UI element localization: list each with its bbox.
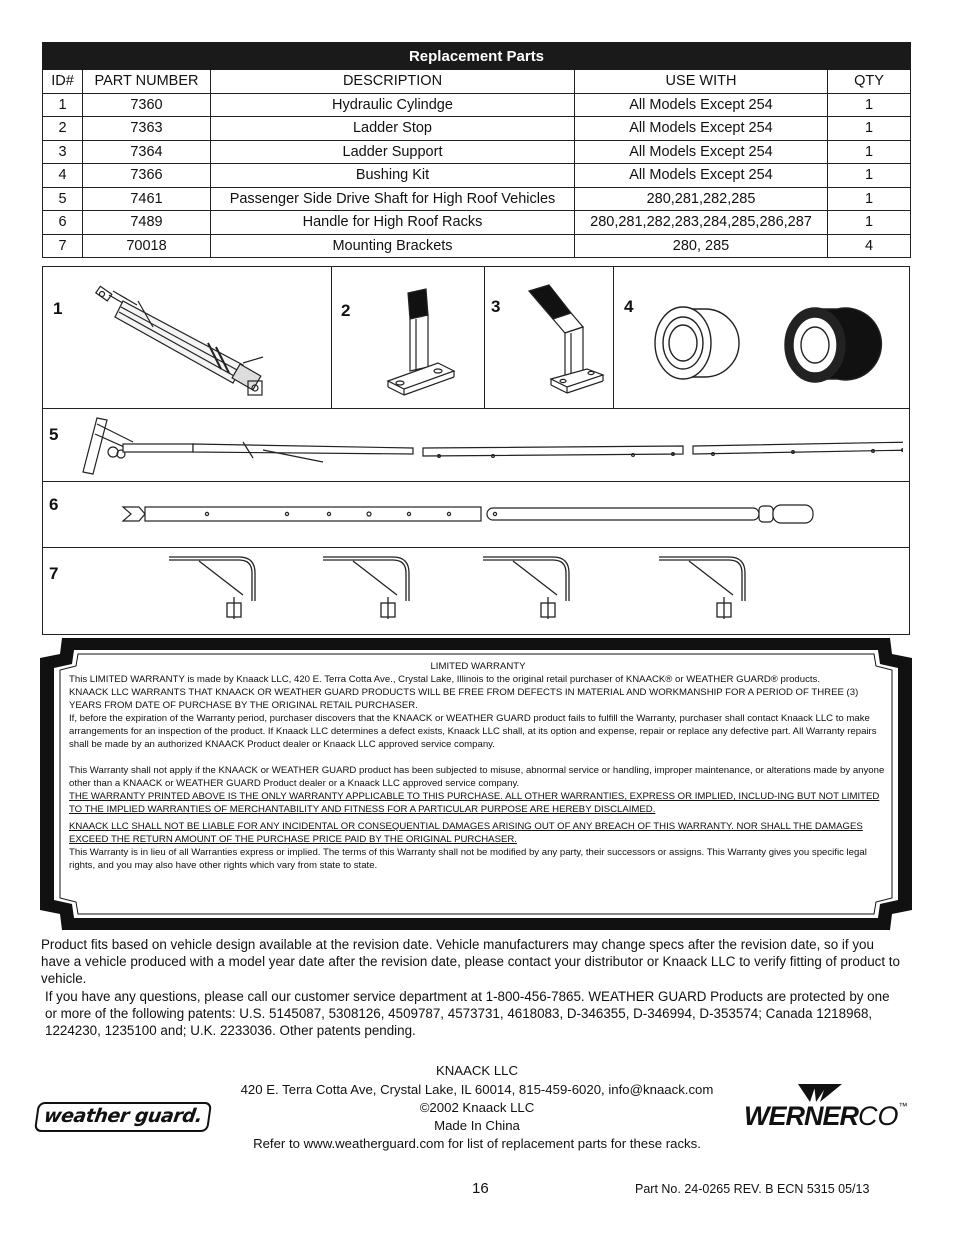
limited-warranty-text	[69, 660, 887, 872]
illustration-label-4: 4	[624, 297, 634, 316]
table-title: Replacement Parts	[43, 43, 911, 70]
refer-note: Refer to www.weatherguard.com for list of replacement parts for these racks.	[253, 1136, 701, 1151]
cell-part-number: 7366	[83, 164, 211, 188]
fitment-note: Product fits based on vehicle design available at the revision date. Vehicle manufacturers may change specs after the revision date, so if you have a vehicle produced with a model year date after the revision date, please contact your distributor or Knaack LLC to verify fitting of product to vehicle.	[41, 937, 900, 986]
cell-description: Mounting Brackets	[211, 234, 575, 258]
table-row	[43, 140, 911, 164]
cell-description: Bushing Kit	[211, 164, 575, 188]
warranty-para: This Warranty is in lieu of all Warranties express or implied. The terms of this Warranty shall not be modified by any party, their successors or assigns. This Warranty gives you specific legal rights, and you may also have other rights which vary from state to state.	[69, 847, 867, 871]
weather-guard-logo: weather guard.	[34, 1102, 212, 1132]
cell-description: Handle for High Roof Racks	[211, 211, 575, 235]
page-number: 16	[472, 1180, 489, 1197]
cell-id: 5	[43, 187, 83, 211]
divider	[43, 481, 909, 483]
divider	[613, 267, 615, 408]
col-header-part-number: PART NUMBER	[83, 70, 211, 94]
cell-use-with: All Models Except 254	[575, 117, 828, 141]
col-header-use-with: USE WITH	[575, 70, 828, 94]
werner-co-logo: WERNERCO™	[744, 1101, 908, 1131]
cell-description: Hydraulic Cylindge	[211, 93, 575, 117]
parts-illustrations	[42, 266, 910, 635]
cell-qty: 1	[828, 117, 911, 141]
table-row	[43, 211, 911, 235]
illustration-label-3: 3	[491, 297, 501, 316]
handle-drawing	[119, 499, 819, 529]
warranty-para: If, before the expiration of the Warranty period, purchaser discovers that the KNAACK or WEATHER GUARD product fails to fulfill the Warranty, purchaser shall contact Knaack LLC to make arrangements for an inspection of the product. If Knaack LLC determines a defect exists, Knaack LLC shall, at its option and expense, repair or replace any defective part. All Warranty repairs shall be made by an authorized KNAACK Product dealer or Knaack LLC approved service company.	[69, 713, 877, 750]
cell-qty: 1	[828, 164, 911, 188]
company-address: 420 E. Terra Cotta Ave, Crystal Lake, IL 60014, 815-459-6020, info@knaack.com	[240, 1082, 714, 1097]
illustration-label-7: 7	[49, 564, 59, 583]
patent-note: If you have any questions, please call our customer service department at 1-800-456-7865. WEATHER GUARD Products are protected by one or more of the following patents: U.S. 5145087, 5308126, 4509787, 4573731, 4618083, D-346355, D-346994, D-353574; Canada 1218968, 1224230, 1235100 and; U.K. 2233036. Other patents pending.	[45, 989, 890, 1038]
warranty-title: LIMITED WARRANTY	[430, 661, 526, 672]
company-name: KNAACK LLC	[435, 1063, 519, 1078]
cell-id: 2	[43, 117, 83, 141]
cell-description: Passenger Side Drive Shaft for High Roof Vehicles	[211, 187, 575, 211]
ladder-support-drawing	[521, 283, 611, 407]
col-header-qty: QTY	[828, 70, 911, 94]
illustration-label-6: 6	[49, 495, 59, 514]
illustration-label-2: 2	[341, 301, 351, 320]
warranty-para: This LIMITED WARRANTY is made by Knaack LLC, 420 E. Terra Cotta Ave., Crystal Lake, Illinois to the original retail purchaser of KNAACK® or WEATHER GUARD® products.	[69, 674, 820, 685]
cell-id: 7	[43, 234, 83, 258]
cell-id: 4	[43, 164, 83, 188]
divider	[43, 408, 909, 410]
cell-use-with: 280,281,282,285	[575, 187, 828, 211]
cell-id: 1	[43, 93, 83, 117]
cell-use-with: 280,281,282,283,284,285,286,287	[575, 211, 828, 235]
table-row	[43, 117, 911, 141]
cell-description: Ladder Support	[211, 140, 575, 164]
warranty-liability: KNAACK LLC SHALL NOT BE LIABLE FOR ANY INCIDENTAL OR CONSEQUENTIAL DAMAGES ARISING OUT OF ANY BREACH OF THIS WARRANTY. NOR SHALL THE DAMAGES EXCEED THE RETURN AMOUNT OF THE PURCHASE PRICE PAID BY THE ORIGINAL PURCHASER.	[69, 821, 863, 845]
warranty-para: KNAACK LLC WARRANTS THAT KNAACK OR WEATHER GUARD PRODUCTS WILL BE FREE FROM DEFECTS IN MATERIAL AND WORKMANSHIP FOR A PERIOD OF THREE (3) YEARS FROM DATE OF PURCHASE BY THE ORIGINAL RETAIL PURCHASER.	[69, 687, 859, 711]
cell-id: 6	[43, 211, 83, 235]
divider	[331, 267, 333, 408]
cell-qty: 1	[828, 140, 911, 164]
divider	[43, 547, 909, 549]
cell-use-with: All Models Except 254	[575, 164, 828, 188]
cell-part-number: 7360	[83, 93, 211, 117]
cell-use-with: 280, 285	[575, 234, 828, 258]
warranty-disclaimer: THE WARRANTY PRINTED ABOVE IS THE ONLY WARRANTY APPLICABLE TO THIS PURCHASE. ALL OTHER WARRANTIES, EXPRESS OR IMPLIED, INCLUD-ING BUT NOT LIMITED TO THE IMPLIED WARRANTIES OF MERCHANTABILITY AND FITNESS FOR A PARTICULAR PURPOSE ARE HEREBY DISCLAIMED.	[69, 791, 880, 815]
col-header-id: ID#	[43, 70, 83, 94]
cell-part-number: 70018	[83, 234, 211, 258]
replacement-parts-table	[42, 42, 911, 258]
col-header-description: DESCRIPTION	[211, 70, 575, 94]
cell-use-with: All Models Except 254	[575, 93, 828, 117]
cell-qty: 4	[828, 234, 911, 258]
cell-id: 3	[43, 140, 83, 164]
table-row	[43, 234, 911, 258]
table-row	[43, 93, 911, 117]
illustration-label-1: 1	[53, 299, 63, 318]
bushing-kit-drawing	[647, 295, 907, 405]
cell-description: Ladder Stop	[211, 117, 575, 141]
part-number-footer: Part No. 24-0265 REV. B ECN 5315 05/13	[635, 1182, 870, 1196]
drive-shaft-drawing	[73, 412, 903, 480]
cell-qty: 1	[828, 211, 911, 235]
cell-part-number: 7461	[83, 187, 211, 211]
mounting-brackets-drawing	[163, 551, 783, 625]
warranty-para: This Warranty shall not apply if the KNAACK or WEATHER GUARD product has been subjected to misuse, abnormal service or handling, improper maintenance, or alterations made by anyone other than a KNAACK or WEATHER GUARD Product dealer or a Knaack LLC approved service company.	[69, 765, 885, 789]
cell-part-number: 7489	[83, 211, 211, 235]
cell-part-number: 7363	[83, 117, 211, 141]
cell-qty: 1	[828, 93, 911, 117]
table-row	[43, 187, 911, 211]
copyright: ©2002 Knaack LLC	[419, 1100, 535, 1115]
origin: Made In China	[434, 1118, 520, 1133]
cell-part-number: 7364	[83, 140, 211, 164]
cell-use-with: All Models Except 254	[575, 140, 828, 164]
illustration-label-5: 5	[49, 425, 59, 444]
table-row	[43, 164, 911, 188]
divider	[484, 267, 486, 408]
hydraulic-cylinder-drawing	[93, 283, 273, 408]
ladder-stop-drawing	[378, 285, 478, 403]
cell-qty: 1	[828, 187, 911, 211]
